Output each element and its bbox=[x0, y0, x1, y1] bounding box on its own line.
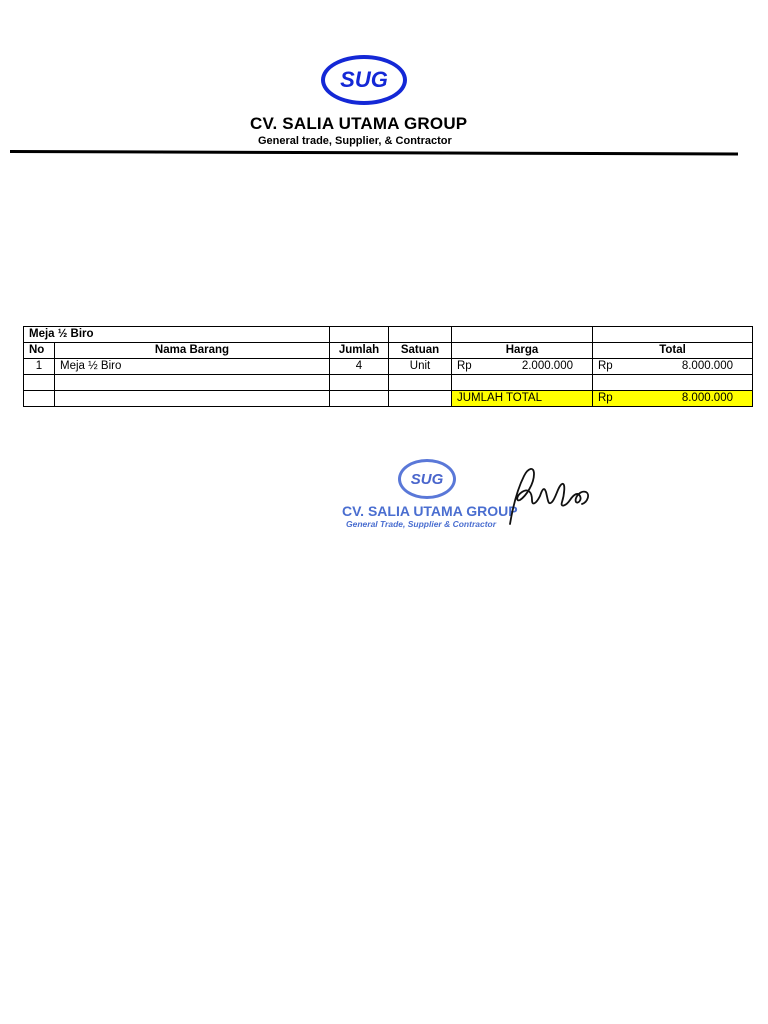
grand-total-value: 8.000.000 bbox=[681, 392, 733, 404]
letterhead-divider bbox=[10, 150, 738, 156]
row-price-currency: Rp bbox=[457, 360, 472, 372]
handwritten-signature bbox=[504, 462, 594, 528]
stamp-logo bbox=[398, 459, 456, 499]
row-unit: Unit bbox=[389, 359, 452, 375]
header-no: No bbox=[24, 343, 55, 359]
row-no: 1 bbox=[24, 359, 55, 375]
company-logo bbox=[321, 55, 407, 105]
row-qty: 4 bbox=[330, 359, 389, 375]
logo-text: SUG bbox=[340, 67, 388, 92]
grand-total-row bbox=[24, 391, 753, 407]
row-name: Meja ½ Biro bbox=[55, 359, 330, 375]
company-name: CV. SALIA UTAMA GROUP bbox=[250, 114, 468, 133]
grand-total-currency: Rp bbox=[598, 392, 613, 404]
stamp-tagline: General Trade, Supplier & Contractor bbox=[346, 519, 497, 529]
table-header-row bbox=[24, 343, 753, 359]
table-title-row bbox=[24, 327, 753, 343]
header-qty: Jumlah bbox=[330, 343, 389, 359]
table-title: Meja ½ Biro bbox=[24, 327, 330, 343]
table-row bbox=[24, 359, 753, 375]
grand-total-label: JUMLAH TOTAL bbox=[452, 391, 593, 407]
stamp-logo-text: SUG bbox=[410, 470, 444, 488]
row-total-currency: Rp bbox=[598, 360, 613, 372]
row-total-value: 8.000.000 bbox=[681, 360, 733, 372]
letterhead bbox=[0, 0, 768, 160]
row-price bbox=[452, 359, 593, 375]
company-tagline: General trade, Supplier, & Contractor bbox=[258, 135, 452, 147]
table-row-empty bbox=[24, 375, 753, 391]
header-total: Total bbox=[593, 343, 753, 359]
row-price-value: 2.000.000 bbox=[521, 360, 573, 372]
header-name: Nama Barang bbox=[55, 343, 330, 359]
header-price: Harga bbox=[452, 343, 593, 359]
header-unit: Satuan bbox=[389, 343, 452, 359]
row-total bbox=[593, 359, 753, 375]
items-table bbox=[23, 326, 753, 407]
grand-total-cell bbox=[593, 391, 753, 407]
stamp-company-name: CV. SALIA UTAMA GROUP bbox=[342, 503, 518, 519]
